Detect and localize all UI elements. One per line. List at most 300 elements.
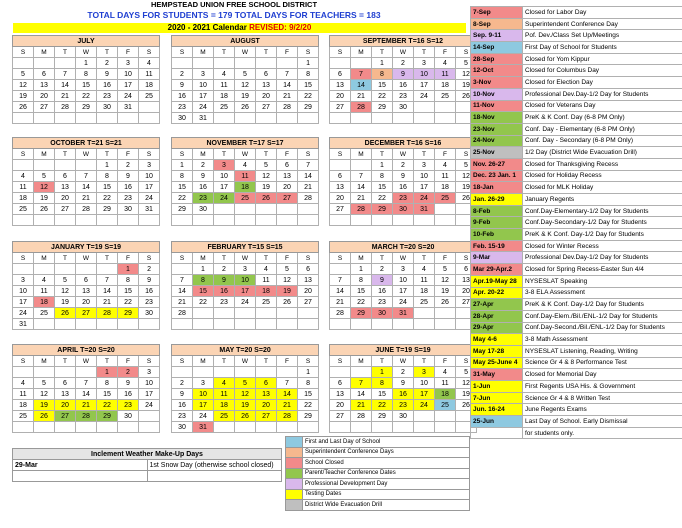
- event-date: 8-Sep: [471, 18, 523, 30]
- day-cell: 15: [76, 80, 97, 91]
- weekday-header: S: [172, 47, 193, 58]
- weekday-header: S: [172, 356, 193, 367]
- weekday-header: F: [277, 253, 298, 264]
- day-cell: 6: [256, 69, 277, 80]
- day-cell: 12: [435, 275, 456, 286]
- day-cell: 28: [298, 193, 319, 204]
- day-cell: 24: [235, 297, 256, 308]
- day-cell: 14: [298, 171, 319, 182]
- day-cell: 19: [235, 400, 256, 411]
- day-cell: [193, 367, 214, 378]
- day-cell: 17: [414, 80, 435, 91]
- day-cell: [330, 367, 351, 378]
- event-row: [471, 42, 682, 54]
- event-row: [471, 170, 682, 182]
- day-cell: 19: [277, 286, 298, 297]
- event-date: 7-Jun: [471, 392, 523, 404]
- day-cell: 27: [330, 411, 351, 422]
- event-row: [471, 334, 682, 346]
- day-cell: 17: [139, 182, 160, 193]
- day-cell: 10: [414, 378, 435, 389]
- event-row: [471, 240, 682, 252]
- legend-row: [286, 447, 470, 458]
- weekday-header: S: [456, 253, 477, 264]
- day-cell: 19: [235, 91, 256, 102]
- day-cell: 17: [13, 297, 34, 308]
- day-cell: 11: [435, 69, 456, 80]
- day-cell: 27: [76, 308, 97, 319]
- day-cell: 26: [456, 91, 477, 102]
- event-text: Last Day of School. Early Dismissal: [523, 416, 682, 428]
- day-cell: 3: [414, 58, 435, 69]
- weather-date: [13, 471, 148, 482]
- day-cell: 22: [372, 193, 393, 204]
- day-cell: 15: [298, 80, 319, 91]
- weekday-header: T: [97, 356, 118, 367]
- event-row: [471, 310, 682, 322]
- event-row: [471, 194, 682, 206]
- weekday-header: S: [330, 149, 351, 160]
- day-cell: 28: [277, 102, 298, 113]
- day-cell: 24: [414, 400, 435, 411]
- day-cell: 7: [351, 69, 372, 80]
- day-cell: 25: [13, 204, 34, 215]
- legend-swatch: [286, 468, 303, 479]
- day-cell: 23: [97, 91, 118, 102]
- day-cell: [393, 319, 414, 330]
- weekday-header: S: [13, 47, 34, 58]
- day-cell: 28: [97, 308, 118, 319]
- day-cell: [435, 102, 456, 113]
- day-cell: 1: [193, 264, 214, 275]
- event-date: Apr.19-May 28: [471, 275, 523, 287]
- day-cell: 14: [277, 389, 298, 400]
- day-cell: 21: [330, 297, 351, 308]
- day-cell: 29: [372, 102, 393, 113]
- event-date: 3-Nov: [471, 77, 523, 89]
- day-cell: 17: [193, 400, 214, 411]
- day-cell: [277, 113, 298, 124]
- day-cell: 12: [34, 182, 55, 193]
- weekday-header: T: [372, 253, 393, 264]
- day-cell: 27: [256, 411, 277, 422]
- day-cell: 1: [118, 264, 139, 275]
- day-cell: 30: [393, 411, 414, 422]
- weekday-header: F: [118, 149, 139, 160]
- day-cell: 13: [330, 182, 351, 193]
- weekday-header: M: [193, 47, 214, 58]
- weekday-header: S: [172, 149, 193, 160]
- day-cell: [414, 102, 435, 113]
- day-cell: 6: [76, 275, 97, 286]
- day-cell: 21: [97, 297, 118, 308]
- day-cell: 29: [172, 204, 193, 215]
- day-cell: 4: [435, 160, 456, 171]
- event-date: 9-Feb: [471, 217, 523, 229]
- day-cell: [34, 113, 55, 124]
- day-cell: 3: [193, 378, 214, 389]
- day-cell: 12: [13, 80, 34, 91]
- weekday-header: T: [372, 356, 393, 367]
- weekday-header: M: [34, 47, 55, 58]
- day-cell: [235, 113, 256, 124]
- day-cell: 2: [214, 264, 235, 275]
- weekday-header: W: [76, 253, 97, 264]
- day-cell: 30: [172, 113, 193, 124]
- event-row: [471, 182, 682, 194]
- day-cell: 28: [351, 102, 372, 113]
- day-cell: 5: [34, 171, 55, 182]
- day-cell: 15: [351, 286, 372, 297]
- day-cell: 15: [193, 286, 214, 297]
- event-text: Conf. Day - Elementary (6-8 PM Only): [523, 123, 682, 135]
- day-cell: [277, 308, 298, 319]
- day-cell: 21: [351, 400, 372, 411]
- day-cell: 23: [139, 297, 160, 308]
- day-cell: 2: [118, 160, 139, 171]
- day-cell: 1: [372, 367, 393, 378]
- event-date: 25-Jun: [471, 416, 523, 428]
- legend-row: [286, 458, 470, 469]
- day-cell: [193, 308, 214, 319]
- event-text: Superintendent Conference Day: [523, 18, 682, 30]
- day-cell: 29: [97, 204, 118, 215]
- day-cell: 17: [214, 182, 235, 193]
- day-cell: [277, 319, 298, 330]
- event-date: 1-Jun: [471, 381, 523, 393]
- day-cell: [97, 422, 118, 433]
- day-cell: 10: [214, 171, 235, 182]
- day-cell: [393, 422, 414, 433]
- calendar-banner: [13, 23, 466, 33]
- month-9: [12, 344, 160, 433]
- day-cell: 31: [193, 113, 214, 124]
- day-cell: [435, 113, 456, 124]
- event-date: Jan. 26-29: [471, 194, 523, 206]
- event-date: 10-Feb: [471, 229, 523, 241]
- event-row: [471, 217, 682, 229]
- day-cell: 12: [235, 80, 256, 91]
- event-row: [471, 205, 682, 217]
- day-cell: 9: [118, 378, 139, 389]
- day-cell: 17: [118, 80, 139, 91]
- day-cell: [393, 113, 414, 124]
- day-cell: [435, 411, 456, 422]
- day-cell: 16: [372, 286, 393, 297]
- weekday-header: S: [139, 356, 160, 367]
- day-cell: 19: [13, 91, 34, 102]
- day-cell: 3: [414, 367, 435, 378]
- day-cell: 31: [139, 204, 160, 215]
- day-cell: 26: [235, 411, 256, 422]
- event-text: Science Gr 4 & 8 Written Test: [523, 392, 682, 404]
- day-cell: [330, 58, 351, 69]
- event-date: Jun. 16-24: [471, 404, 523, 416]
- event-date: 11-Nov: [471, 100, 523, 112]
- day-cell: [435, 422, 456, 433]
- day-cell: 5: [277, 264, 298, 275]
- event-row: [471, 322, 682, 334]
- day-cell: 4: [139, 58, 160, 69]
- weekday-header: T: [214, 149, 235, 160]
- day-cell: 29: [351, 308, 372, 319]
- day-cell: 4: [214, 69, 235, 80]
- day-cell: 6: [330, 171, 351, 182]
- day-cell: 21: [351, 91, 372, 102]
- event-text: NYSESLAT Listening, Reading, Writing: [523, 345, 682, 357]
- day-cell: 11: [139, 69, 160, 80]
- day-cell: 28: [277, 411, 298, 422]
- day-cell: 11: [214, 389, 235, 400]
- day-cell: [13, 367, 34, 378]
- day-cell: [55, 319, 76, 330]
- month-11: [329, 344, 477, 433]
- day-cell: 20: [256, 91, 277, 102]
- day-cell: 1: [172, 160, 193, 171]
- event-row: [471, 427, 682, 439]
- event-date: 28-Sep: [471, 53, 523, 65]
- weekday-header: S: [456, 47, 477, 58]
- weekday-header: W: [76, 356, 97, 367]
- weekday-header: S: [298, 47, 319, 58]
- day-cell: 20: [298, 286, 319, 297]
- day-cell: [351, 319, 372, 330]
- day-cell: 20: [55, 400, 76, 411]
- month-3: [12, 137, 160, 226]
- day-cell: [76, 367, 97, 378]
- month-10: [171, 344, 319, 433]
- day-cell: 16: [193, 182, 214, 193]
- day-cell: 23: [172, 411, 193, 422]
- day-cell: 2: [118, 367, 139, 378]
- day-cell: 14: [277, 80, 298, 91]
- day-cell: 18: [139, 80, 160, 91]
- day-cell: 16: [214, 286, 235, 297]
- day-cell: 16: [172, 400, 193, 411]
- day-cell: [235, 215, 256, 226]
- day-cell: 28: [330, 308, 351, 319]
- day-cell: [139, 411, 160, 422]
- day-cell: 3: [118, 58, 139, 69]
- day-cell: [235, 422, 256, 433]
- day-cell: 8: [193, 275, 214, 286]
- day-cell: 19: [456, 182, 477, 193]
- day-cell: 14: [351, 182, 372, 193]
- weekday-header: T: [256, 253, 277, 264]
- day-cell: [298, 215, 319, 226]
- day-cell: 15: [372, 80, 393, 91]
- weekday-header: S: [298, 356, 319, 367]
- day-cell: 17: [235, 286, 256, 297]
- day-cell: 20: [330, 193, 351, 204]
- day-cell: 8: [298, 378, 319, 389]
- day-cell: 31: [118, 102, 139, 113]
- day-cell: 5: [456, 160, 477, 171]
- day-cell: 13: [55, 182, 76, 193]
- event-date: May 17-28: [471, 345, 523, 357]
- day-cell: 1: [372, 160, 393, 171]
- event-date: May 4-6: [471, 334, 523, 346]
- event-date: May 25-June 4: [471, 357, 523, 369]
- weekday-header: S: [13, 356, 34, 367]
- day-cell: [214, 422, 235, 433]
- day-cell: 4: [13, 378, 34, 389]
- day-cell: 8: [372, 69, 393, 80]
- day-cell: 14: [172, 286, 193, 297]
- day-cell: 9: [139, 275, 160, 286]
- day-cell: 22: [298, 91, 319, 102]
- day-cell: 27: [330, 204, 351, 215]
- event-date: 31-May: [471, 369, 523, 381]
- day-cell: [330, 319, 351, 330]
- day-cell: [55, 422, 76, 433]
- day-cell: 8: [298, 69, 319, 80]
- event-row: [471, 264, 682, 276]
- day-cell: 22: [97, 400, 118, 411]
- day-cell: 17: [139, 389, 160, 400]
- day-cell: 10: [235, 275, 256, 286]
- day-cell: 21: [76, 193, 97, 204]
- day-cell: 1: [298, 58, 319, 69]
- event-text: Closed for Winter Recess: [523, 240, 682, 252]
- day-cell: [34, 160, 55, 171]
- day-cell: 28: [76, 204, 97, 215]
- day-cell: 10: [139, 378, 160, 389]
- day-cell: [372, 422, 393, 433]
- month-title: AUGUST: [172, 36, 319, 47]
- day-cell: 13: [256, 80, 277, 91]
- weekday-header: F: [277, 47, 298, 58]
- day-cell: 11: [414, 275, 435, 286]
- day-cell: [214, 215, 235, 226]
- day-cell: 28: [76, 411, 97, 422]
- day-cell: 17: [393, 286, 414, 297]
- day-cell: 26: [256, 193, 277, 204]
- event-row: [471, 381, 682, 393]
- event-row: [471, 112, 682, 124]
- event-text: Closed for Yom Kippur: [523, 53, 682, 65]
- weekday-header: W: [393, 253, 414, 264]
- day-cell: 29: [372, 204, 393, 215]
- day-cell: 7: [76, 378, 97, 389]
- event-row: [471, 299, 682, 311]
- day-cell: 19: [34, 193, 55, 204]
- event-list: [470, 6, 682, 439]
- day-cell: 25: [13, 411, 34, 422]
- month-title: JUNE T=19 S=19: [330, 345, 477, 356]
- day-cell: 12: [235, 389, 256, 400]
- event-row: [471, 53, 682, 65]
- day-cell: 2: [172, 378, 193, 389]
- day-cell: 18: [235, 182, 256, 193]
- day-cell: [235, 58, 256, 69]
- day-cell: 15: [372, 389, 393, 400]
- event-text: Closed for Labor Day: [523, 7, 682, 19]
- event-row: [471, 369, 682, 381]
- day-cell: [235, 319, 256, 330]
- day-cell: 1: [97, 367, 118, 378]
- day-cell: 4: [214, 378, 235, 389]
- day-cell: 5: [256, 160, 277, 171]
- day-cell: 10: [139, 171, 160, 182]
- day-cell: 5: [435, 264, 456, 275]
- day-cell: [435, 215, 456, 226]
- day-cell: 2: [393, 367, 414, 378]
- day-cell: 7: [351, 378, 372, 389]
- day-cell: [277, 367, 298, 378]
- event-date: Feb. 15-19: [471, 240, 523, 252]
- day-cell: [139, 215, 160, 226]
- day-cell: 24: [214, 193, 235, 204]
- day-cell: 14: [330, 286, 351, 297]
- event-date: 25-Nov: [471, 147, 523, 159]
- day-cell: [235, 204, 256, 215]
- legend-label: Superintendent Conference Days: [303, 447, 470, 458]
- day-cell: 28: [55, 102, 76, 113]
- day-cell: 9: [193, 171, 214, 182]
- day-cell: 24: [193, 102, 214, 113]
- day-cell: 12: [456, 69, 477, 80]
- weekday-header: S: [330, 47, 351, 58]
- weekday-header: T: [55, 149, 76, 160]
- weather-text: 1st Snow Day (otherwise school closed): [147, 460, 282, 471]
- day-cell: 30: [139, 308, 160, 319]
- day-cell: 2: [172, 69, 193, 80]
- event-text: First Day of School for Students: [523, 42, 682, 54]
- day-cell: [330, 215, 351, 226]
- day-cell: 29: [372, 411, 393, 422]
- day-cell: 20: [330, 400, 351, 411]
- day-cell: 15: [118, 286, 139, 297]
- day-cell: [55, 367, 76, 378]
- day-cell: [139, 113, 160, 124]
- day-cell: 5: [55, 275, 76, 286]
- day-cell: [298, 308, 319, 319]
- weekday-header: T: [372, 149, 393, 160]
- day-cell: 14: [76, 182, 97, 193]
- weekday-header: T: [214, 47, 235, 58]
- weekday-header: W: [393, 47, 414, 58]
- day-cell: 7: [76, 171, 97, 182]
- day-cell: 15: [172, 182, 193, 193]
- day-cell: 18: [435, 80, 456, 91]
- day-cell: [214, 113, 235, 124]
- day-cell: 26: [456, 193, 477, 204]
- event-row: [471, 357, 682, 369]
- day-cell: 18: [414, 286, 435, 297]
- day-cell: 17: [193, 91, 214, 102]
- day-cell: [76, 160, 97, 171]
- event-row: [471, 65, 682, 77]
- day-cell: 24: [139, 193, 160, 204]
- day-cell: 2: [393, 58, 414, 69]
- day-cell: [330, 422, 351, 433]
- day-cell: 5: [456, 367, 477, 378]
- day-cell: 5: [34, 378, 55, 389]
- day-cell: 28: [172, 308, 193, 319]
- day-cell: 5: [13, 69, 34, 80]
- day-cell: 31: [13, 319, 34, 330]
- day-cell: 10: [414, 69, 435, 80]
- day-cell: 6: [34, 69, 55, 80]
- weekday-header: T: [414, 356, 435, 367]
- weather-makeup-table: [12, 448, 282, 482]
- month-title: MAY T=20 S=20: [172, 345, 319, 356]
- event-row: [471, 30, 682, 42]
- weekday-header: T: [372, 47, 393, 58]
- day-cell: 21: [172, 297, 193, 308]
- day-cell: 4: [235, 160, 256, 171]
